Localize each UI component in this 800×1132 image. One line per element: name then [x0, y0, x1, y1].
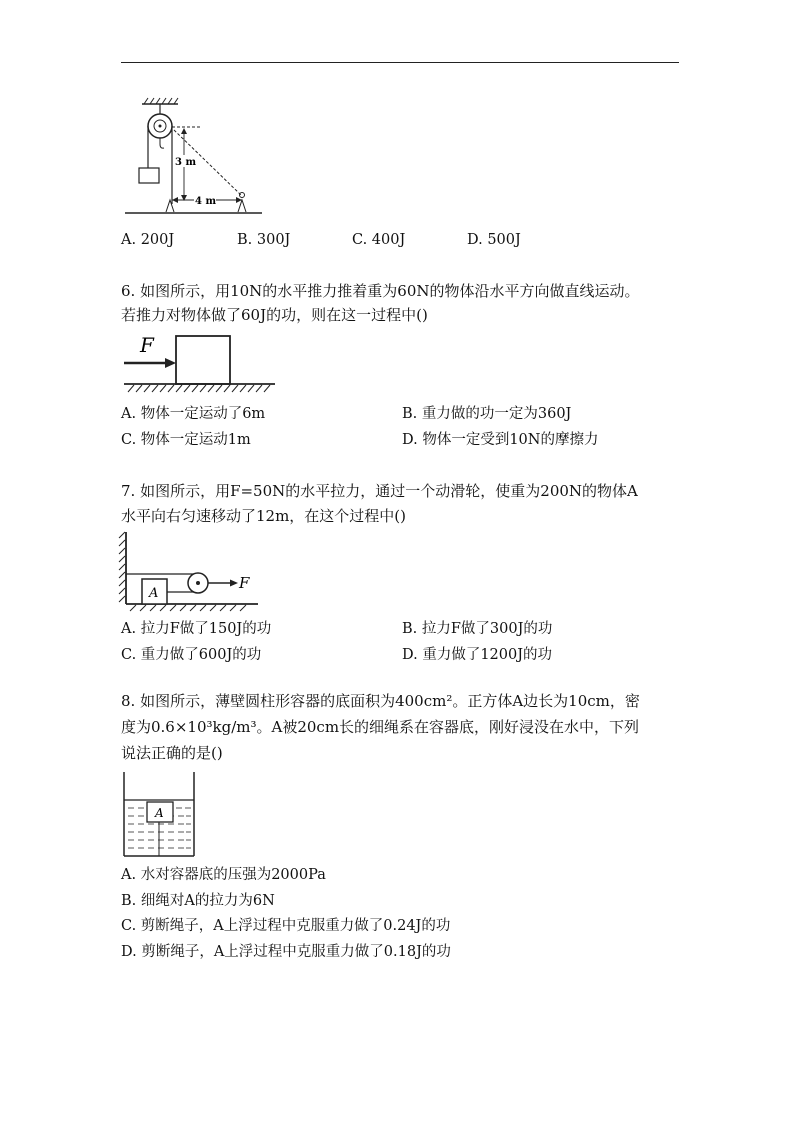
q5-option-c[interactable]: C. 400J [352, 232, 406, 248]
q7-option-a[interactable]: A. 拉力F做了150J的功 [121, 621, 272, 637]
q7-force-label: F [239, 574, 250, 592]
q7-block-label: A [149, 586, 159, 601]
q5-option-d[interactable]: D. 500J [467, 232, 521, 248]
q8-option-a[interactable]: A. 水对容器底的压强为2000Pa [121, 867, 326, 883]
q8-option-b[interactable]: B. 细绳对A的拉力为6N [121, 893, 275, 909]
q7-option-c[interactable]: C. 重力做了600J的功 [121, 647, 262, 663]
q6-option-d[interactable]: D. 物体一定受到10N的摩擦力 [402, 432, 599, 448]
q6-option-a[interactable]: A. 物体一定运动了6m [121, 406, 266, 422]
q7-pulley-figure [118, 530, 263, 615]
q5-width-label: 4 m [195, 196, 217, 207]
q8-block-label: A [155, 806, 164, 820]
q6-option-c[interactable]: C. 物体一定运动1m [121, 432, 251, 448]
q5-height-label: 3 m [175, 157, 197, 168]
header-rule [121, 62, 679, 63]
q7-question-line2: 水平向右匀速移动了12m，在这个过程中() [121, 507, 407, 525]
q7-option-b[interactable]: B. 拉力F做了300J的功 [402, 621, 553, 637]
q8-container-figure [120, 770, 200, 860]
q8-question-line1: 8. 如图所示，薄壁圆柱形容器的底面积为400cm²。正方体A边长为10cm，密 [121, 692, 640, 710]
q8-question-line3: 说法正确的是() [121, 744, 223, 762]
q5-option-a[interactable]: A. 200J [121, 232, 175, 248]
q8-question-line2: 度为0.6×10³kg/m³。A被20cm长的细绳系在容器底，刚好浸没在水中，下列 [121, 718, 640, 736]
q8-option-c[interactable]: C. 剪断绳子，A上浮过程中克服重力做了0.24J的功 [121, 918, 451, 934]
q6-question-line2: 若推力对物体做了60J的功，则在这一过程中() [121, 306, 428, 324]
q5-pulley-figure [120, 96, 270, 221]
q7-option-d[interactable]: D. 重力做了1200J的功 [402, 647, 553, 663]
q5-option-b[interactable]: B. 300J [237, 232, 291, 248]
q6-question-line1: 6. 如图所示，用10N的水平推力推着重为60N的物体沿水平方向做直线运动。 [121, 282, 640, 300]
q8-option-d[interactable]: D. 剪断绳子，A上浮过程中克服重力做了0.18J的功 [121, 944, 451, 960]
q6-push-figure [120, 328, 280, 398]
q7-question-line1: 7. 如图所示，用F=50N的水平拉力，通过一个动滑轮，使重为200N的物体A [121, 482, 638, 500]
q6-option-b[interactable]: B. 重力做的功一定为360J [402, 406, 572, 422]
q6-force-label: F [140, 333, 154, 357]
